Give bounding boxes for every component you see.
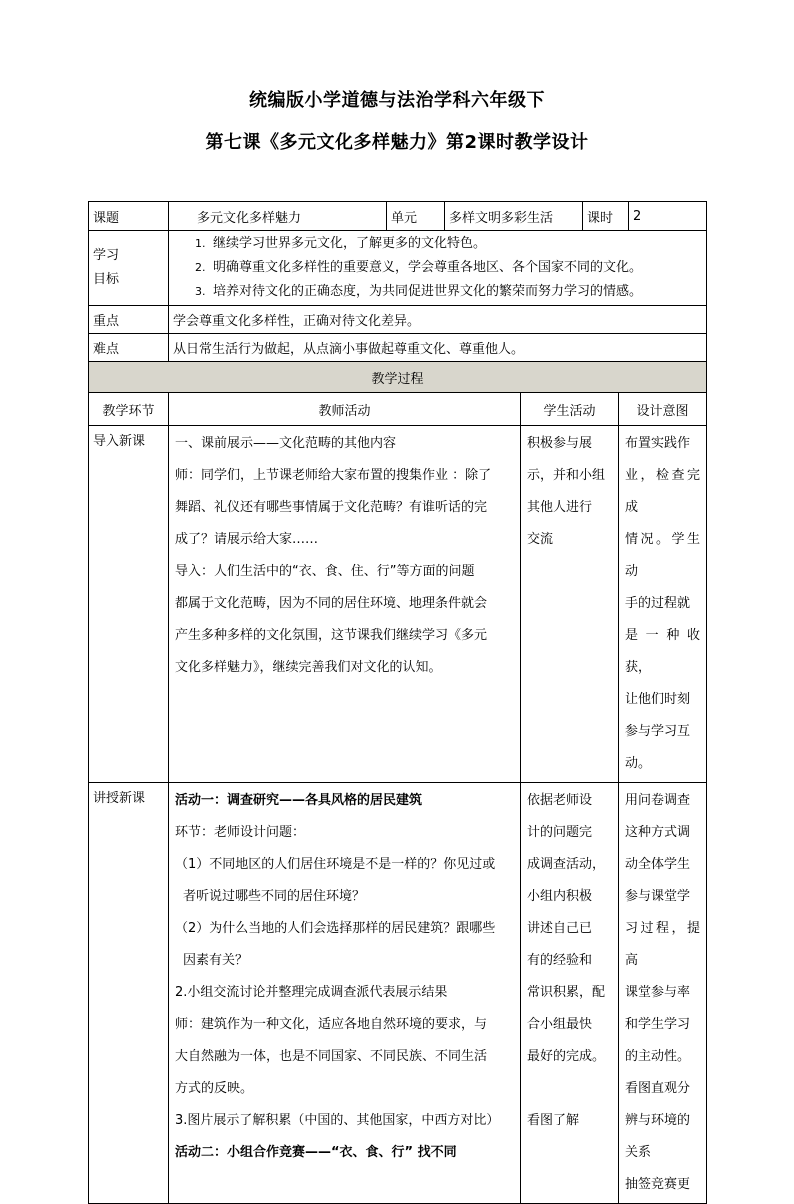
- goal-item: 2. 明确尊重文化多样性的重要意义，学会尊重各地区、各个国家不同的文化。: [195, 260, 643, 275]
- difficulty-text: 从日常生活行为做起，从点滴小事做起尊重文化、尊重他人。: [169, 334, 707, 362]
- col-intent-header: 设计意图: [619, 393, 707, 426]
- student-activity-intro: 积极参与展 示，并和小组 其他人进行 交流: [521, 426, 619, 783]
- design-intent-intro: 布置实践作 业，检查完成 情况。学生动 手的过程就 是一种收获， 让他们时刻 参与学习互 动。: [619, 426, 707, 783]
- goals-label: [89, 231, 169, 306]
- process-row-teaching: [89, 783, 707, 1204]
- process-title-row: [89, 362, 707, 393]
- document-title: 统编版小学道德与法治学科六年级下: [249, 90, 545, 111]
- unit-value: 多样文明多彩生活: [445, 202, 583, 231]
- goals-row: [89, 231, 707, 306]
- key-point-text: 学会尊重文化多样性，正确对待文化差异。: [169, 306, 707, 334]
- col-stage-header: 教学环节: [89, 393, 169, 426]
- teacher-activity-teaching: 活动一：调查研究——各具风格的居民建筑 环节：老师设计问题： （1）不同地区的人们居住环境是不是一样的？你见过或 者听说过哪些不同的居住环境？ （2）为什么当地的人们会选择那样的居民建筑？跟哪些 因素有关？ 2.小组交流讨论并整理完成调查派代表展示结果 师：建筑作为一种文化，适应各地自然环境的要求，与 大自然融为一体，也是不同国家、不同民族、不同生活 方式的反映。 3.图片展示了解积累（中国的、其他国家，中西方对比） 活动二：小组合作竞赛——“衣、食、行” 找不同: [169, 783, 521, 1204]
- col-student-header: 学生活动: [521, 393, 619, 426]
- period-label: 课时: [583, 202, 629, 231]
- goals-content: [169, 231, 707, 306]
- lesson-plan-table: [88, 201, 707, 393]
- col-teacher-header: 教师活动: [169, 393, 521, 426]
- key-point-label: 重点: [89, 306, 169, 334]
- goals-label-line2: 目标: [93, 272, 120, 287]
- unit-label: 单元: [387, 202, 445, 231]
- design-intent-teaching: 用问卷调查 这种方式调 动全体学生 参与课堂学 习过程，提高 课堂参与率 和学生学习 的主动性。 看图直观分 辨与环境的 关系 抽签竞赛更: [619, 783, 707, 1204]
- header-row: [89, 202, 707, 231]
- student-activity-teaching: 依据老师设 计的问题完 成调查活动， 小组内积极 讲述自己已 有的经验和 常识积累，配 合小组最快 最好的完成。 看图了解: [521, 783, 619, 1204]
- difficulty-label: 难点: [89, 334, 169, 362]
- column-header-row: [89, 393, 707, 426]
- document-subtitle: 第七课《多元文化多样魅力》第2课时教学设计: [205, 132, 589, 153]
- goal-item: 3. 培养对待文化的正确态度，为共同促进世界文化的繁荣而努力学习的情感。: [195, 284, 643, 299]
- process-table: [88, 392, 707, 1204]
- topic-label: 课题: [89, 202, 169, 231]
- goals-label-line1: 学习: [93, 248, 120, 263]
- stage-intro: 导入新课: [89, 426, 169, 783]
- process-title: 教学过程: [89, 362, 707, 393]
- goal-item: 1. 继续学习世界多元文化，了解更多的文化特色。: [195, 236, 487, 251]
- key-point-row: [89, 306, 707, 334]
- teacher-activity-intro: 一、课前展示——文化范畴的其他内容 师：同学们，上节课老师给大家布置的搜集作业 ：除了 舞蹈、礼仪还有哪些事情属于文化范畴？有谁听话的完 成了？请展示给大家…… 导入：人们生活中的“衣、食、住、行”等方面的问题 都属于文化范畴，因为不同的居住环境、地理条件就会 产生多种多样的文化氛围，这节课我们继续学习《多元 文化多样魅力》，继续完善我们对文化的认知。: [169, 426, 521, 783]
- stage-teaching: 讲授新课: [89, 783, 169, 1204]
- period-value: 2: [629, 202, 707, 231]
- difficulty-row: [89, 334, 707, 362]
- process-row-intro: [89, 426, 707, 783]
- topic-value: 多元文化多样魅力: [169, 202, 387, 231]
